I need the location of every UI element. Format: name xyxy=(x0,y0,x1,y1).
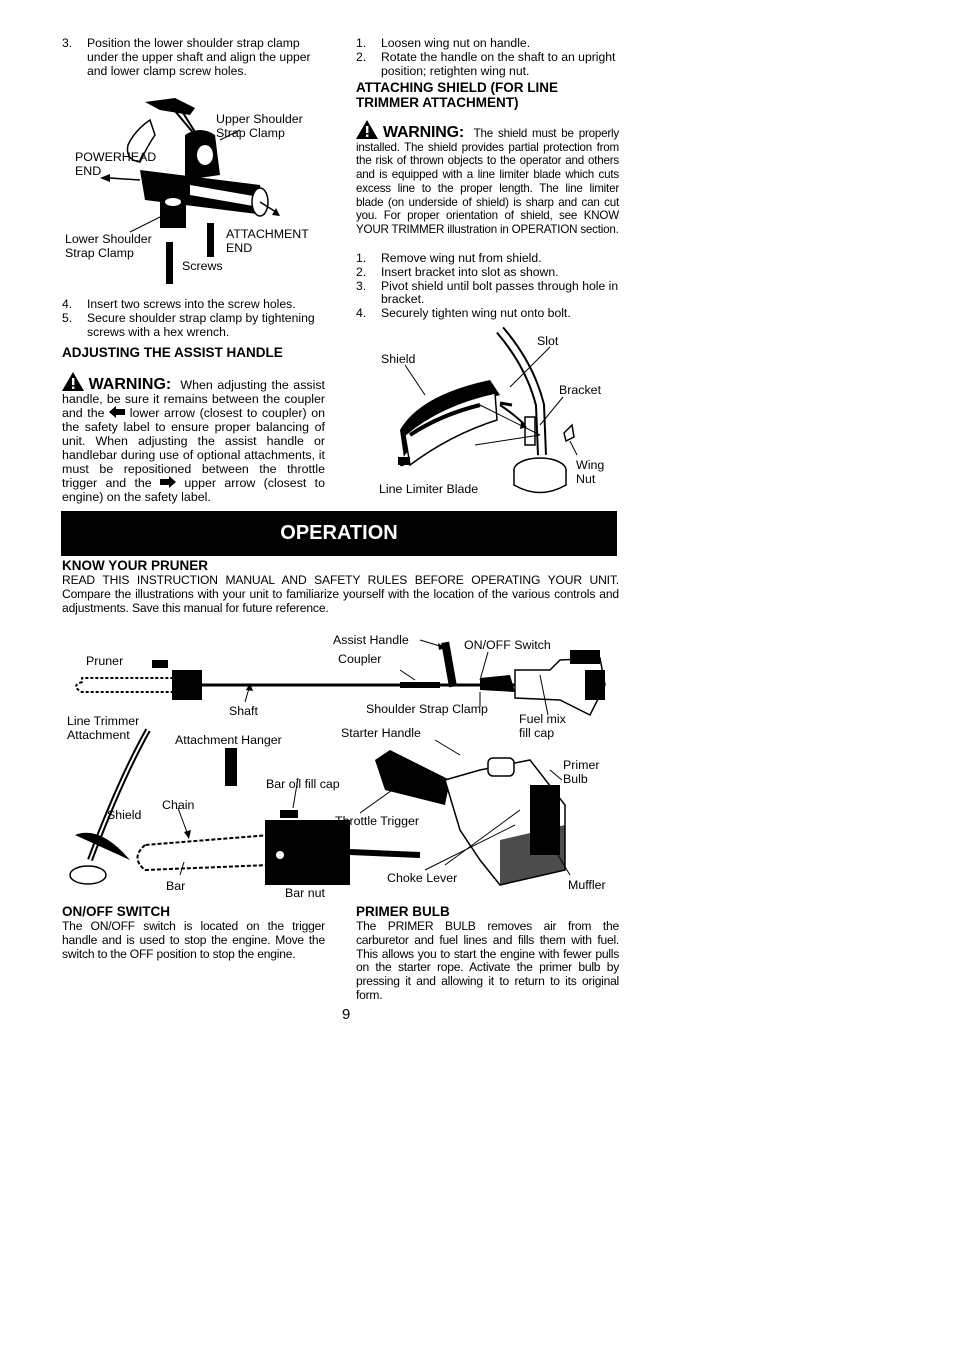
warning-text-3: upper arrow (closest to engine) on the safety label. xyxy=(62,476,325,504)
label-line-limiter: Line Limiter Blade xyxy=(379,482,479,496)
label-wing-nut: Wing Nut xyxy=(576,458,605,486)
shield-warning xyxy=(356,120,619,237)
label-bracket: Bracket xyxy=(559,383,602,397)
label-attachment-hanger: Attachment Hanger xyxy=(175,733,282,747)
label-shield: Shield xyxy=(381,352,416,366)
warning-icon xyxy=(356,120,378,139)
label-pruner: Pruner xyxy=(86,654,124,668)
assist-handle-heading: ADJUSTING THE ASSIST HANDLE xyxy=(62,345,283,360)
step-number: 2. xyxy=(356,264,367,279)
step-number: 1. xyxy=(356,36,367,50)
step-text: Rotate the handle on the shaft to an upright position; retighten wing nut. xyxy=(381,49,616,78)
warning-text-2: lower arrow (closest to coupler) on the safety label to ensure proper balancing of unit. When adjusting the assist handle or handlebar during use of optional attachments, it must be repositioned between the throttle trigger and the xyxy=(62,406,325,490)
step-text: Pivot shield until bolt passes through hole in bracket. xyxy=(381,278,619,307)
label-shaft: Shaft xyxy=(229,704,258,718)
primer-heading: PRIMER BULB xyxy=(356,904,450,919)
label-bar-oil: Bar oil fill cap xyxy=(266,777,340,791)
step-number: 4. xyxy=(62,297,73,311)
label-screws: Screws xyxy=(182,259,223,273)
shield-steps xyxy=(356,252,620,321)
step-number: 2. xyxy=(356,49,367,64)
label-upper-clamp: Upper Shoulder Strap Clamp xyxy=(216,112,303,140)
label-chain: Chain xyxy=(162,798,195,812)
label-assist-handle: Assist Handle xyxy=(333,633,409,647)
label-line-trimmer: Line Trimmer Attachment xyxy=(67,714,140,742)
warning-icon xyxy=(62,372,84,391)
primer-text: The PRIMER BULB removes air from the carburetor and fuel lines and fills them with fuel. This allows you to start the engine with fewer pulls on the starter rope. Activate the primer bulb by pressing it and allowing it to return to its original form. xyxy=(356,919,619,1002)
warning-title: WARNING: xyxy=(382,124,464,141)
operation-title: OPERATION xyxy=(280,522,398,544)
step-text: Position the lower shoulder strap clamp under the upper shaft and align the upper and lower clamp screw holes. xyxy=(87,36,311,78)
onoff-text: The ON/OFF switch is located on the trigger handle and is used to stop the engine. Move the switch to the OFF position to stop the engine. xyxy=(62,919,325,961)
label-powerhead-end: POWERHEAD END xyxy=(75,150,157,178)
label-choke-lever: Choke Lever xyxy=(387,871,458,885)
step-3 xyxy=(62,37,326,78)
step-number: 5. xyxy=(62,310,73,325)
label-throttle-trigger: Throttle Trigger xyxy=(335,814,420,828)
operation-banner xyxy=(61,511,617,556)
label-shoulder-strap-clamp: Shoulder Strap Clamp xyxy=(366,702,488,716)
know-text: READ THIS INSTRUCTION MANUAL AND SAFETY RULES BEFORE OPERATING YOUR UNIT. Compare the illustrations with your unit to familiarize yourself with the location of the various controls and adjustments. Save this manual for future reference. xyxy=(62,573,619,615)
step-number: 3. xyxy=(356,278,367,293)
label-fuel-mix: Fuel mix fill cap xyxy=(519,712,566,740)
warning-text: The shield must be properly installed. The shield provides partial protection from the risk of thrown objects to the operator and others and is equipped with a line limiter blade which cuts excess line to the proper length. The line limiter blade (on underside of shield) is sharp and can cut you. For proper orientation of shield, see KNOW YOUR TRIMMER illustration in OPERATION section. xyxy=(356,127,619,236)
page-number: 9 xyxy=(342,1006,351,1023)
label-attachment-end: ATTACHMENT END xyxy=(226,227,309,255)
label-onoff-switch: ON/OFF Switch xyxy=(464,638,551,652)
step-text: Securely tighten wing nut onto bolt. xyxy=(381,306,571,321)
label-lower-clamp: Lower Shoulder Strap Clamp xyxy=(65,232,152,260)
label-primer-bulb: Primer Bulb xyxy=(563,758,600,786)
pruner-figure xyxy=(60,630,620,900)
label-bar: Bar xyxy=(166,879,186,893)
label-muffler: Muffler xyxy=(568,878,606,892)
right-arrow-icon xyxy=(160,476,176,488)
step-text: Remove wing nut from shield. xyxy=(381,251,542,265)
step-number: 4. xyxy=(356,306,367,321)
left-arrow-icon xyxy=(109,406,125,418)
step-text: Secure shoulder strap clamp by tightening screws with a hex wrench. xyxy=(87,310,315,339)
step-number: 3. xyxy=(62,36,73,50)
handle-steps xyxy=(356,37,620,78)
shield-heading: ATTACHING SHIELD (FOR LINE TRIMMER ATTACHMENT) xyxy=(356,80,558,110)
label-coupler: Coupler xyxy=(338,652,382,666)
step-text: Loosen wing nut on handle. xyxy=(381,36,531,50)
step-number: 1. xyxy=(356,251,367,265)
label-bar-nut: Bar nut xyxy=(285,886,325,900)
label-starter-handle: Starter Handle xyxy=(341,726,421,740)
know-heading: KNOW YOUR PRUNER xyxy=(62,558,209,573)
step-text: Insert two screws into the screw holes. xyxy=(87,297,296,311)
step-text: Insert bracket into slot as shown. xyxy=(381,264,559,279)
label-shield-2: Shield xyxy=(107,808,142,822)
onoff-heading: ON/OFF SWITCH xyxy=(62,904,170,919)
steps-4-5 xyxy=(62,298,326,339)
warning-text-1: When adjusting the assist handle, be sure it remains between the coupler and the xyxy=(62,378,325,420)
label-slot: Slot xyxy=(537,334,559,348)
assist-handle-warning xyxy=(62,372,325,504)
warning-title: WARNING: xyxy=(88,376,172,393)
